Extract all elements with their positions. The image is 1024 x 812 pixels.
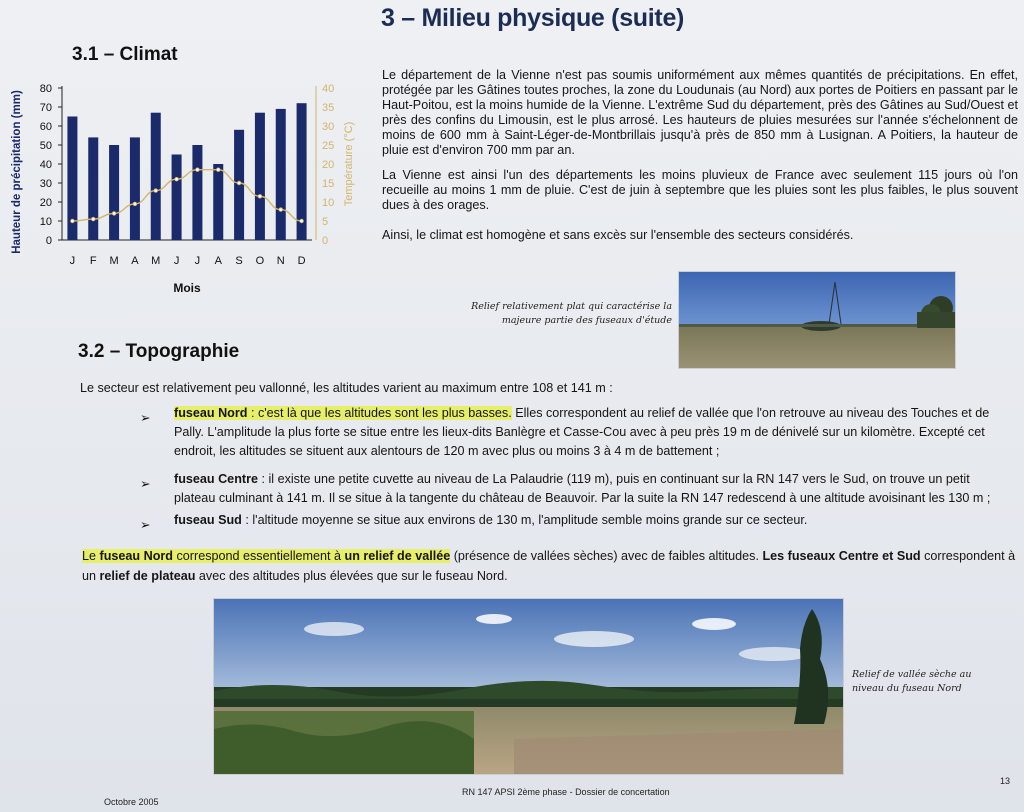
climat-paragraph-2: La Vienne est ainsi l'un des départements les moins pluvieux de France avec seulement 115 jours où l'on recueille au moins 1 mm de pluie. C'est de juin à septembre que les pluies sont les plus faibles, le plus souvent dues à des orages. [382, 168, 1018, 212]
y2-tick-label: 35 [322, 102, 335, 114]
y-tick-label: 10 [39, 216, 52, 228]
bullet-fuseau-sud [174, 511, 1014, 530]
bullet-fuseau-nord [174, 404, 1014, 461]
y-tick-label: 80 [39, 83, 52, 95]
temperature-point-10 [258, 195, 262, 199]
x-tick-label: M [151, 255, 161, 267]
temperature-line [72, 170, 301, 221]
x-tick-label: J [194, 255, 201, 267]
page-number: 13 [1000, 776, 1011, 786]
conclusion-text: correspond essentiellement à [173, 549, 345, 563]
bullet-label: fuseau Centre [174, 472, 258, 486]
photo-flat-relief [678, 271, 956, 369]
y2-tick-label: 40 [322, 83, 335, 95]
bullet-text: : l'altitude moyenne se situe aux environs de 130 m, l'amplitude semble moins grande sur ce secteur. [241, 513, 808, 527]
bar-11 [276, 109, 286, 240]
conclusion-text: avec des altitudes plus élevées que sur le fuseau Nord. [195, 569, 508, 583]
photo-dry-valley [213, 598, 844, 775]
y-tick-label: 50 [39, 140, 52, 152]
x-tick-label: N [276, 255, 285, 267]
topographie-intro: Le secteur est relativement peu vallonné, les altitudes varient au maximum entre 108 et 141 m : [80, 381, 613, 395]
section-heading-topographie: 3.2 – Topographie [78, 341, 240, 362]
temperature-point-2 [91, 217, 95, 221]
temperature-point-6 [175, 177, 179, 181]
temperature-point-8 [216, 168, 220, 172]
x-axis-title: Mois [173, 281, 201, 295]
conclusion-bold: un relief de vallée [344, 549, 451, 563]
bullet-label: fuseau Sud [174, 513, 242, 527]
bullet-highlight: : c'est là que les altitudes sont les plus basses. [247, 406, 512, 420]
climat-paragraph-3: Ainsi, le climat est homogène et sans excès sur l'ensemble des secteurs considérés. [382, 228, 854, 242]
bullet-text: : il existe une petite cuvette au niveau de La Palaudrie (119 m), puis en continuant sur la RN 147 vers le Sud, on trouve un petit plateau culminant à 141 m. Il se situe à la tangente du château de Beauvoir. Par la suite la RN 147 redescend à une altitude avoisinant les 130 m ; [174, 472, 991, 505]
bar-2 [88, 137, 98, 240]
bullet-arrow-icon: ➢ [140, 518, 151, 532]
topographie-conclusion [82, 546, 1016, 586]
conclusion-text: Le [82, 549, 100, 563]
y-tick-label: 30 [39, 178, 52, 190]
footer-document: RN 147 APSI 2ème phase - Dossier de concertation [462, 787, 670, 797]
temperature-point-4 [133, 202, 137, 206]
climat-paragraph-1: Le département de la Vienne n'est pas soumis uniformément aux mêmes quantités de précipitations. En effet, protégée par les Gâtines toutes proches, la zone du Loudunais (au Nord) aux portes de Poitiers en passant par le Haut-Poitou, est la moins humide de la Vienne. L'extrême Sud du département, près des Gâtines au Sud/Ouest et près des confins du Limousin, est le plus arrosé. Les hauteurs de pluies mesurées sur l'année s'échelonnent de moins de 600 mm à Saint-Léger-de-Montbrillais jusqu'à près de 850 mm à Lusignan. A Poitiers, la hauteur de pluie est d'environ 700 mm par an. [382, 68, 1018, 157]
bar-5 [151, 113, 161, 240]
conclusion-bold: fuseau Nord [99, 549, 173, 563]
bullet-arrow-icon: ➢ [140, 477, 151, 491]
x-tick-label: F [89, 255, 97, 267]
temperature-point-5 [154, 189, 158, 193]
y2-tick-label: 5 [322, 216, 329, 228]
y2-tick-label: 0 [322, 235, 329, 247]
photo-caption-dry-valley: Relief de vallée sèche au niveau du fuseau Nord [852, 669, 972, 694]
x-tick-label: S [235, 255, 243, 267]
y2-tick-label: 15 [322, 178, 335, 190]
y2-tick-label: 30 [322, 121, 335, 133]
x-tick-label: J [173, 255, 180, 267]
conclusion-bold: relief de plateau [99, 569, 196, 583]
bar-6 [172, 155, 182, 241]
x-tick-label: J [69, 255, 76, 267]
conclusion-bold: Les fuseaux Centre et Sud [762, 549, 921, 563]
temperature-point-9 [237, 181, 241, 185]
y2-tick-label: 10 [322, 197, 335, 209]
x-tick-label: D [297, 255, 306, 267]
bullet-arrow-icon: ➢ [140, 411, 151, 425]
conclusion-text: correspondent à un [82, 549, 1016, 583]
y-tick-label: 60 [39, 121, 52, 133]
bar-7 [192, 145, 202, 240]
y2-axis-title: Température (°C) [343, 121, 355, 207]
bar-3 [109, 145, 119, 240]
x-tick-label: A [131, 255, 139, 267]
bar-8 [213, 164, 223, 240]
photo-caption-flat-relief: Relief relativement plat qui caractérise la majeure partie des fuseaux d'étude [471, 301, 672, 326]
x-tick-label: O [255, 255, 265, 267]
y2-tick-label: 25 [322, 140, 335, 152]
y-tick-label: 20 [39, 197, 52, 209]
temperature-point-12 [300, 219, 304, 223]
temperature-point-3 [112, 212, 116, 216]
bullet-text: Elles correspondent au relief de vallée que l'on retrouve au niveau des Touches et de Pally. L'amplitude la plus forte se situe entre les lieux-dits Banlègre et Casse-Cou avec à peu près 19 m de dénivelé sur un kilomètre. Excepté cet endroit, les altitudes se situent aux alentours de 120 m avec plus ou moins 3 à 4 m de battement ; [174, 406, 990, 458]
bullet-fuseau-centre [174, 470, 1014, 508]
page-title: 3 – Milieu physique (suite) [381, 4, 685, 32]
y-tick-label: 40 [39, 159, 52, 171]
temperature-point-11 [279, 208, 283, 212]
bar-10 [255, 113, 265, 240]
x-tick-label: M [109, 255, 119, 267]
bar-4 [130, 137, 140, 240]
temperature-point-7 [196, 168, 200, 172]
y2-tick-label: 20 [322, 159, 335, 171]
bullet-label: fuseau Nord [174, 406, 248, 420]
x-tick-label: A [214, 255, 222, 267]
y-tick-label: 70 [39, 102, 52, 114]
conclusion-text: (présence de vallées sèches) avec de faibles altitudes. [450, 549, 763, 563]
y-axis-title: Hauteur de précipitation (mm) [11, 90, 23, 254]
climate-chart [0, 72, 370, 304]
temperature-point-1 [71, 219, 75, 223]
footer-date: Octobre 2005 [104, 797, 159, 807]
y-tick-label: 0 [45, 235, 52, 247]
section-heading-climat: 3.1 – Climat [72, 44, 178, 65]
